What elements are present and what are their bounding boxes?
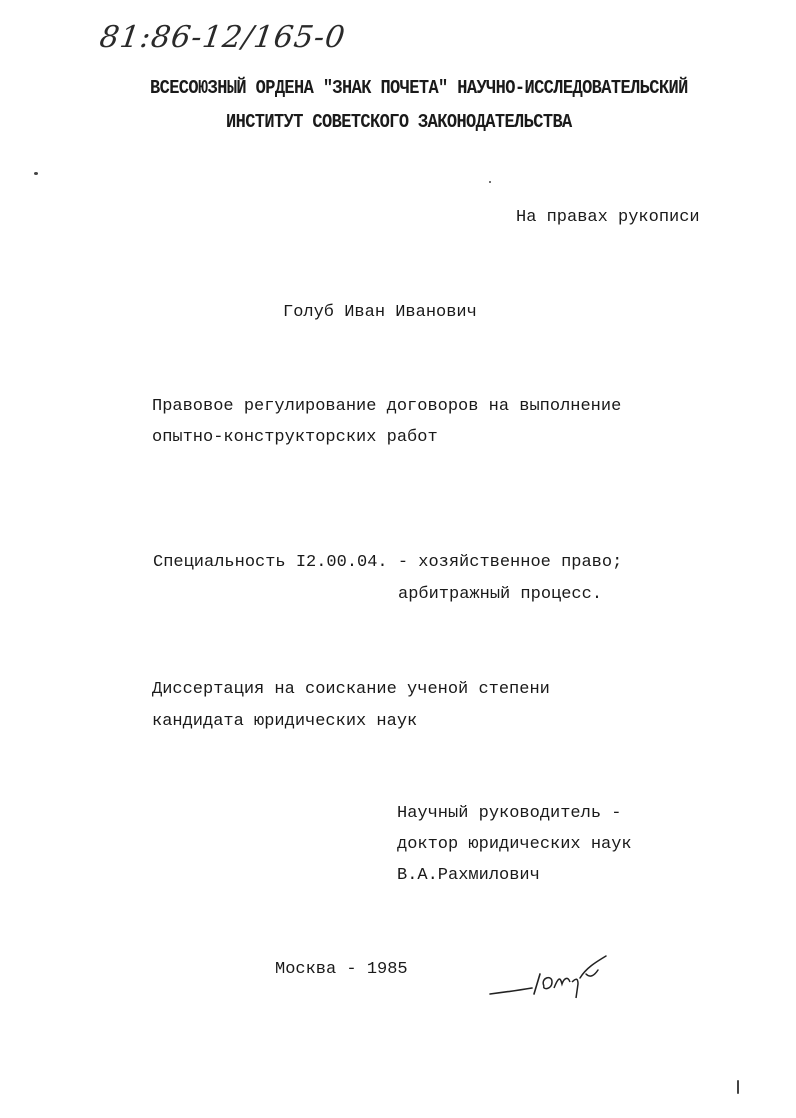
supervisor-role: Научный руководитель -: [397, 804, 622, 823]
manuscript-rights-note: На правах рукописи: [516, 208, 700, 227]
specialty-line2: арбитражный процесс.: [398, 585, 603, 604]
archive-handwritten-note: 81:86-12/165-0: [97, 20, 348, 55]
supervisor-degree: доктор юридических наук: [397, 835, 632, 854]
scan-speck: [489, 181, 491, 183]
specialty-line1: Специальность I2.00.04. - хозяйственное право;: [153, 553, 623, 572]
author-name: Голуб Иван Иванович: [283, 303, 477, 322]
scan-speck: [34, 172, 38, 175]
supervisor-name: В.А.Рахмилович: [397, 866, 540, 885]
institute-name-line2: ИНСТИТУТ СОВЕТСКОГО ЗАКОНОДАТЕЛЬСТВА: [226, 112, 572, 134]
dissertation-title-line2: опытно-конструкторских работ: [152, 428, 438, 447]
dissertation-title-line1: Правовое регулирование договоров на выполнение: [152, 397, 622, 416]
institute-name-line1: ВСЕСОЮЗНЫЙ ОРДЕНА "ЗНАК ПОЧЕТА" НАУЧНО-ИССЛЕДОВАТЕЛЬСКИЙ: [150, 78, 688, 100]
scan-speck: [737, 1080, 739, 1094]
degree-line2: кандидата юридических наук: [152, 712, 418, 731]
degree-line1: Диссертация на соискание ученой степени: [152, 680, 550, 699]
author-signature: [486, 948, 616, 1008]
place-and-year: Москва - 1985: [275, 960, 408, 979]
